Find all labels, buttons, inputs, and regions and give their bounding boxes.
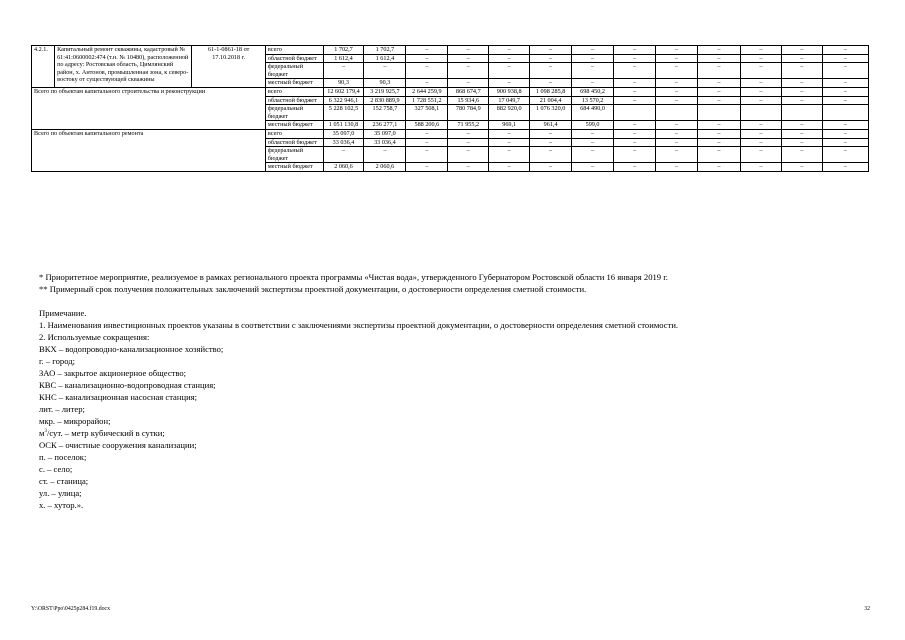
funding-source: всего [265, 129, 323, 138]
amount-cell: – [614, 96, 656, 105]
page-number: 32 [864, 606, 870, 612]
amount-cell [655, 105, 697, 121]
amount-cell: – [655, 63, 697, 79]
amount-cell: 327 508,1 [406, 105, 448, 121]
amount-cell: – [740, 129, 781, 138]
amount-cell: – [530, 163, 572, 172]
abbreviation-item: КНС – канализационная насосная станция; [39, 392, 198, 402]
amount-cell: 1 098 285,8 [530, 87, 572, 96]
amount-cell [614, 105, 656, 121]
amount-cell: – [697, 163, 740, 172]
table-row [32, 87, 869, 96]
amount-cell: – [530, 129, 572, 138]
amount-cell: – [781, 147, 822, 163]
amount-cell: – [697, 96, 740, 105]
funding-source: областной бюджет [265, 54, 323, 63]
amount-cell: 13 570,2 [572, 96, 614, 105]
amount-cell: 780 784,9 [448, 105, 489, 121]
amount-cell: – [530, 79, 572, 88]
amount-cell: – [655, 163, 697, 172]
funding-source: федеральный бюджет [265, 147, 323, 163]
amount-cell: 1 612,4 [323, 54, 364, 63]
amount-cell: – [781, 163, 822, 172]
amount-cell: – [614, 46, 656, 55]
amount-cell: 684 490,0 [572, 105, 614, 121]
amount-cell: – [448, 138, 489, 147]
amount-cell: – [489, 129, 530, 138]
abbreviation-item: КВС – канализационно-водопроводная станция; [39, 380, 216, 390]
amount-cell: – [781, 96, 822, 105]
amount-cell: – [740, 46, 781, 55]
note-block [39, 307, 879, 511]
amount-cell: 2 644 259,9 [406, 87, 448, 96]
amount-cell: 33 036,4 [323, 138, 364, 147]
amount-cell: – [740, 79, 781, 88]
amount-cell: – [614, 63, 656, 79]
funding-source: всего [265, 87, 323, 96]
amount-cell: – [655, 87, 697, 96]
amount-cell: – [323, 147, 364, 163]
abbreviation-item: ЗАО – закрытое акционерное общество; [39, 368, 187, 378]
amount-cell: – [448, 129, 489, 138]
amount-cell: – [781, 138, 822, 147]
amount-cell: – [655, 129, 697, 138]
funding-source: федеральный бюджет [265, 63, 323, 79]
total-label: Всего по объектам капитального ремонта [32, 129, 266, 171]
amount-cell: 236 277,1 [364, 121, 406, 130]
amount-cell: – [697, 129, 740, 138]
abbreviation-item: мкр. – микрорайон; [39, 416, 111, 426]
amount-cell: – [655, 147, 697, 163]
amount-cell: – [614, 87, 656, 96]
abbreviation-item: ВКХ – водопроводно-канализационное хозяйство; [39, 344, 224, 354]
amount-cell: – [740, 163, 781, 172]
amount-cell: – [655, 54, 697, 63]
amount-cell: – [572, 129, 614, 138]
amount-cell: 1 702,7 [364, 46, 406, 55]
amount-cell: 33 036,4 [364, 138, 406, 147]
financing-table [31, 45, 869, 172]
amount-cell: 961,4 [530, 121, 572, 130]
footer-file-path: Y:\ORST\Ppo\0425p284.f19.docx [31, 606, 111, 612]
amount-cell: – [406, 147, 448, 163]
amount-cell: 5 228 102,5 [323, 105, 364, 121]
amount-cell: 1 612,4 [364, 54, 406, 63]
amount-cell: 17 049,7 [489, 96, 530, 105]
amount-cell: 868 674,7 [448, 87, 489, 96]
amount-cell: – [489, 54, 530, 63]
amount-cell: – [822, 87, 868, 96]
amount-cell: 2 060,6 [323, 163, 364, 172]
amount-cell: – [697, 147, 740, 163]
amount-cell: – [448, 147, 489, 163]
funding-source: местный бюджет [265, 79, 323, 88]
table-row [32, 46, 869, 55]
funding-source: областной бюджет [265, 138, 323, 147]
amount-cell: – [822, 96, 868, 105]
funding-source: местный бюджет [265, 121, 323, 130]
abbreviation-item: с. – село; [39, 464, 73, 474]
amount-cell: 599,0 [572, 121, 614, 130]
abbreviation-item: ст. – станица; [39, 476, 89, 486]
footnote-priority: * Приоритетное мероприятие, реализуемое в рамках регионального проекта программы «Чистая вода», утвержденного Губернатором Ростовской области 16 января 2019 г. [39, 272, 668, 282]
item-number: 4.2.1. [32, 46, 55, 88]
abbreviation-m3: $м^3$/сут. – метр кубический в сутки; [39, 428, 165, 438]
table-row [32, 129, 869, 138]
amount-cell: – [697, 121, 740, 130]
amount-cell: 3 219 925,7 [364, 87, 406, 96]
amount-cell: – [822, 63, 868, 79]
amount-cell: 2 060,6 [364, 163, 406, 172]
amount-cell: 1 076 320,0 [530, 105, 572, 121]
amount-cell: – [406, 79, 448, 88]
abbreviation-item: ул. – улица; [39, 488, 82, 498]
amount-cell: – [781, 54, 822, 63]
amount-cell: – [406, 54, 448, 63]
amount-cell: – [572, 63, 614, 79]
amount-cell: 1 051 130,8 [323, 121, 364, 130]
amount-cell: – [781, 121, 822, 130]
amount-cell: – [781, 46, 822, 55]
item-name: Капитальный ремонт скважины, кадастровый № 61:41:0600002:474 (т.н. № 10480), расположенной по адресу: Ростовская область, Цимлянский район, х. Антонов, промышленная зона, к северо-востоку от существующей скважины [55, 46, 192, 88]
abbreviation-list [39, 343, 879, 427]
amount-cell: 12 602 179,4 [323, 87, 364, 96]
amount-cell: 35 097,0 [323, 129, 364, 138]
amount-cell [740, 105, 781, 121]
abbreviation-item: х. – хутор.». [39, 500, 84, 510]
amount-cell: – [697, 138, 740, 147]
funding-source: областной бюджет [265, 96, 323, 105]
amount-cell: – [781, 87, 822, 96]
amount-cell: 90,3 [323, 79, 364, 88]
amount-cell: – [740, 96, 781, 105]
amount-cell: – [530, 138, 572, 147]
amount-cell: 35 097,0 [364, 129, 406, 138]
amount-cell: – [781, 79, 822, 88]
amount-cell: 6 322 946,1 [323, 96, 364, 105]
amount-cell: – [448, 79, 489, 88]
amount-cell: – [697, 54, 740, 63]
amount-cell: – [822, 163, 868, 172]
amount-cell: – [364, 63, 406, 79]
amount-cell: 969,1 [489, 121, 530, 130]
amount-cell: – [740, 63, 781, 79]
amount-cell: 71 955,2 [448, 121, 489, 130]
amount-cell: – [614, 129, 656, 138]
amount-cell: – [572, 163, 614, 172]
amount-cell: – [781, 63, 822, 79]
amount-cell: – [489, 138, 530, 147]
amount-cell: – [697, 63, 740, 79]
amount-cell: 588 200,6 [406, 121, 448, 130]
amount-cell: – [323, 63, 364, 79]
amount-cell: – [655, 121, 697, 130]
amount-cell: – [740, 121, 781, 130]
funding-source: местный бюджет [265, 163, 323, 172]
funding-source: федеральный бюджет [265, 105, 323, 121]
amount-cell: – [448, 163, 489, 172]
amount-cell: – [530, 46, 572, 55]
amount-cell: – [406, 46, 448, 55]
amount-cell: – [448, 54, 489, 63]
amount-cell: 1 728 551,2 [406, 96, 448, 105]
amount-cell: – [489, 163, 530, 172]
amount-cell: – [614, 163, 656, 172]
amount-cell: – [655, 138, 697, 147]
amount-cell: – [822, 121, 868, 130]
amount-cell: – [655, 96, 697, 105]
amount-cell: – [822, 138, 868, 147]
amount-cell: – [655, 79, 697, 88]
amount-cell: – [406, 129, 448, 138]
amount-cell: – [614, 138, 656, 147]
amount-cell: 152 758,7 [364, 105, 406, 121]
amount-cell: – [740, 147, 781, 163]
amount-cell: – [572, 46, 614, 55]
amount-cell: – [614, 54, 656, 63]
abbreviation-list-2 [39, 439, 879, 511]
amount-cell [781, 105, 822, 121]
amount-cell: – [822, 147, 868, 163]
amount-cell: – [530, 147, 572, 163]
note-item-2: 2. Используемые сокращения: [39, 332, 150, 342]
funding-source: всего [265, 46, 323, 55]
amount-cell: 882 920,0 [489, 105, 530, 121]
amount-cell: – [697, 46, 740, 55]
abbreviation-item: лит. – литер; [39, 404, 85, 414]
amount-cell: 900 938,8 [489, 87, 530, 96]
amount-cell [822, 105, 868, 121]
footnote-deadline: ** Примерный срок получения положительных заключений экспертизы проектной документации, о достоверности определения сметной стоимости. [39, 284, 587, 294]
amount-cell: – [489, 147, 530, 163]
amount-cell: – [364, 147, 406, 163]
amount-cell: – [572, 138, 614, 147]
amount-cell: – [614, 147, 656, 163]
amount-cell: – [448, 46, 489, 55]
amount-cell: – [489, 79, 530, 88]
amount-cell: – [822, 79, 868, 88]
amount-cell: – [697, 79, 740, 88]
amount-cell: – [822, 129, 868, 138]
amount-cell: 698 450,2 [572, 87, 614, 96]
amount-cell: 2 830 889,9 [364, 96, 406, 105]
amount-cell: – [448, 63, 489, 79]
amount-cell: – [572, 147, 614, 163]
footnotes [39, 271, 879, 295]
amount-cell: – [655, 46, 697, 55]
amount-cell: – [572, 54, 614, 63]
amount-cell: – [489, 46, 530, 55]
abbreviation-item: п. – поселок; [39, 452, 87, 462]
amount-cell: – [406, 138, 448, 147]
amount-cell: – [822, 46, 868, 55]
amount-cell: – [406, 163, 448, 172]
amount-cell: 1 702,7 [323, 46, 364, 55]
amount-cell: 21 004,4 [530, 96, 572, 105]
total-label: Всего по объектам капитального строительства и реконструкции [32, 87, 266, 129]
abbreviation-item: ОСК – очистные сооружения канализации; [39, 440, 197, 450]
amount-cell: – [697, 87, 740, 96]
item-expertise-code: 61-1-0861-18 от 17.10.2018 г. [192, 46, 265, 88]
amount-cell: 15 934,6 [448, 96, 489, 105]
note-item-1: 1. Наименования инвестиционных проектов указаны в соответствии с заключениями экспертизы проектной документации, о достоверности определения сметной стоимости. [39, 320, 679, 330]
abbreviation-item: г. – город; [39, 356, 76, 366]
amount-cell: – [406, 63, 448, 79]
amount-cell [697, 105, 740, 121]
amount-cell: – [740, 54, 781, 63]
amount-cell: – [781, 129, 822, 138]
amount-cell: – [740, 87, 781, 96]
amount-cell: – [489, 63, 530, 79]
amount-cell: – [530, 63, 572, 79]
amount-cell: – [822, 54, 868, 63]
amount-cell: – [572, 79, 614, 88]
amount-cell: – [614, 121, 656, 130]
amount-cell: – [530, 54, 572, 63]
amount-cell: – [614, 79, 656, 88]
amount-cell: – [740, 138, 781, 147]
amount-cell: 90,3 [364, 79, 406, 88]
note-title: Примечание. [39, 308, 87, 318]
